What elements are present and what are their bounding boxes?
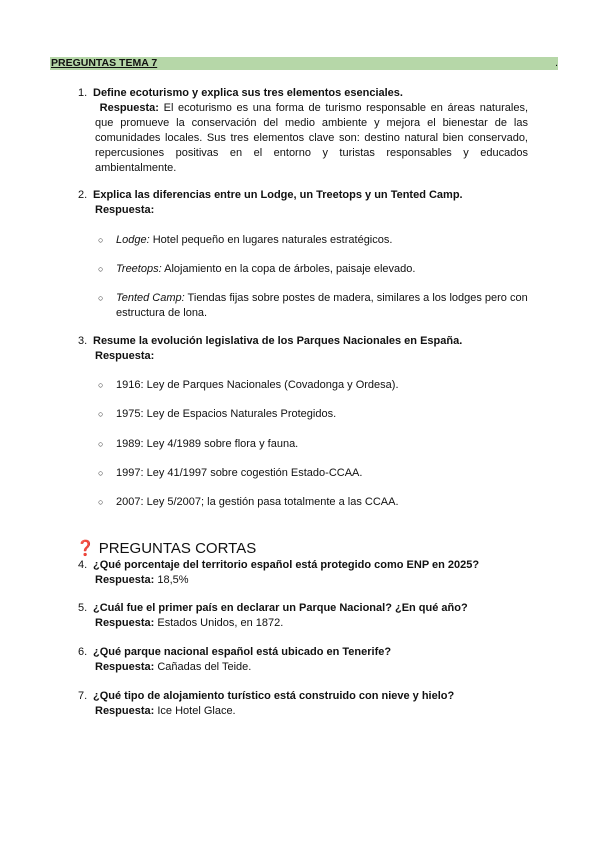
list-item bbox=[98, 407, 528, 422]
term: Treetops: bbox=[116, 263, 162, 275]
bullet-icon: ○ bbox=[98, 380, 104, 390]
term: Tented Camp: bbox=[116, 292, 185, 304]
bullet-icon: ○ bbox=[98, 468, 104, 478]
list-text: 1975: Ley de Espacios Naturales Protegidos. bbox=[116, 408, 337, 420]
bullet-icon: ○ bbox=[98, 439, 104, 449]
question-number: 4. bbox=[78, 559, 88, 571]
question-3 bbox=[78, 334, 528, 364]
bullet-icon: ○ bbox=[98, 497, 104, 507]
question-text: ¿Qué porcentaje del territorio español está protegido como ENP en 2025? bbox=[93, 559, 480, 571]
answer-text: El ecoturismo es una forma de turismo responsable en áreas naturales, que promueve la conservación del medio ambiente y mejora el bienestar de las comunidades locales. Sus tres elementos clave son: destino natural bien conservado, repercusiones positivas en el entorno y turistas responsables y educados ambientalmente. bbox=[95, 102, 529, 174]
question-text: ¿Qué tipo de alojamiento turístico está construido con nieve y hielo? bbox=[93, 690, 455, 702]
list-item bbox=[98, 378, 528, 393]
term: Lodge: bbox=[116, 234, 150, 246]
heading-text: PREGUNTAS CORTAS bbox=[98, 540, 257, 557]
definition: Tiendas fijas sobre postes de madera, similares a los lodges pero con estructura de lona. bbox=[116, 292, 528, 319]
answer-label: Respuesta: bbox=[95, 350, 155, 362]
question-6 bbox=[78, 645, 528, 675]
question-1 bbox=[78, 86, 528, 176]
list-item bbox=[98, 262, 528, 277]
answer-text: 18,5% bbox=[157, 574, 189, 586]
list-item bbox=[98, 466, 528, 481]
answer-label: Respuesta: bbox=[99, 102, 159, 114]
question-text: ¿Qué parque nacional español está ubicado en Tenerife? bbox=[93, 646, 392, 658]
answer-text: Estados Unidos, en 1872. bbox=[157, 617, 284, 629]
list-item bbox=[98, 495, 528, 510]
list-text: 1989: Ley 4/1989 sobre flora y fauna. bbox=[116, 438, 299, 450]
answer-text: Cañadas del Teide. bbox=[157, 661, 252, 673]
bullet-icon: ○ bbox=[98, 264, 104, 274]
question-number: 2. bbox=[78, 189, 88, 201]
definition: Hotel pequeño en lugares naturales estratégicos. bbox=[149, 234, 393, 246]
question-number: 6. bbox=[78, 646, 88, 658]
definition: Alojamiento en la copa de árboles, paisaje elevado. bbox=[161, 263, 416, 275]
answer-label: Respuesta: bbox=[95, 574, 155, 586]
section-title: PREGUNTAS TEMA 7 bbox=[51, 57, 158, 69]
question-7 bbox=[78, 689, 528, 719]
question-2 bbox=[78, 188, 528, 218]
question-number: 5. bbox=[78, 602, 88, 614]
list-item bbox=[98, 233, 528, 248]
answer-label: Respuesta: bbox=[95, 661, 155, 673]
section-header bbox=[50, 57, 558, 70]
answer bbox=[95, 101, 528, 176]
header-trailing: . bbox=[554, 57, 558, 69]
list-item bbox=[98, 437, 528, 452]
question-text: Explica las diferencias entre un Lodge, un Treetops y un Tented Camp. bbox=[93, 189, 463, 201]
question-text: Resume la evolución legislativa de los Parques Nacionales en España. bbox=[93, 335, 463, 347]
bullet-icon: ○ bbox=[98, 235, 104, 245]
list-text: 1997: Ley 41/1997 sobre cogestión Estado-CCAA. bbox=[116, 467, 363, 479]
list-text: 2007: Ley 5/2007; la gestión pasa totalmente a las CCAA. bbox=[116, 496, 399, 508]
question-4 bbox=[78, 558, 528, 588]
question-mark-icon: ❓ bbox=[76, 540, 95, 557]
bullet-icon: ○ bbox=[98, 293, 104, 303]
question-5 bbox=[78, 601, 528, 631]
bullet-icon: ○ bbox=[98, 409, 104, 419]
answer-text: Ice Hotel Glace. bbox=[157, 705, 236, 717]
question-number: 3. bbox=[78, 335, 88, 347]
short-questions-heading bbox=[76, 540, 256, 558]
list-item bbox=[98, 291, 528, 321]
question-number: 1. bbox=[78, 87, 88, 99]
answer-label: Respuesta: bbox=[95, 204, 155, 216]
list-text: 1916: Ley de Parques Nacionales (Covadonga y Ordesa). bbox=[116, 379, 399, 391]
answer-label: Respuesta: bbox=[95, 705, 155, 717]
answer-label: Respuesta: bbox=[95, 617, 155, 629]
question-text: ¿Cuál fue el primer país en declarar un Parque Nacional? ¿En qué año? bbox=[93, 602, 468, 614]
question-number: 7. bbox=[78, 690, 88, 702]
question-text: Define ecoturismo y explica sus tres elementos esenciales. bbox=[93, 87, 403, 99]
